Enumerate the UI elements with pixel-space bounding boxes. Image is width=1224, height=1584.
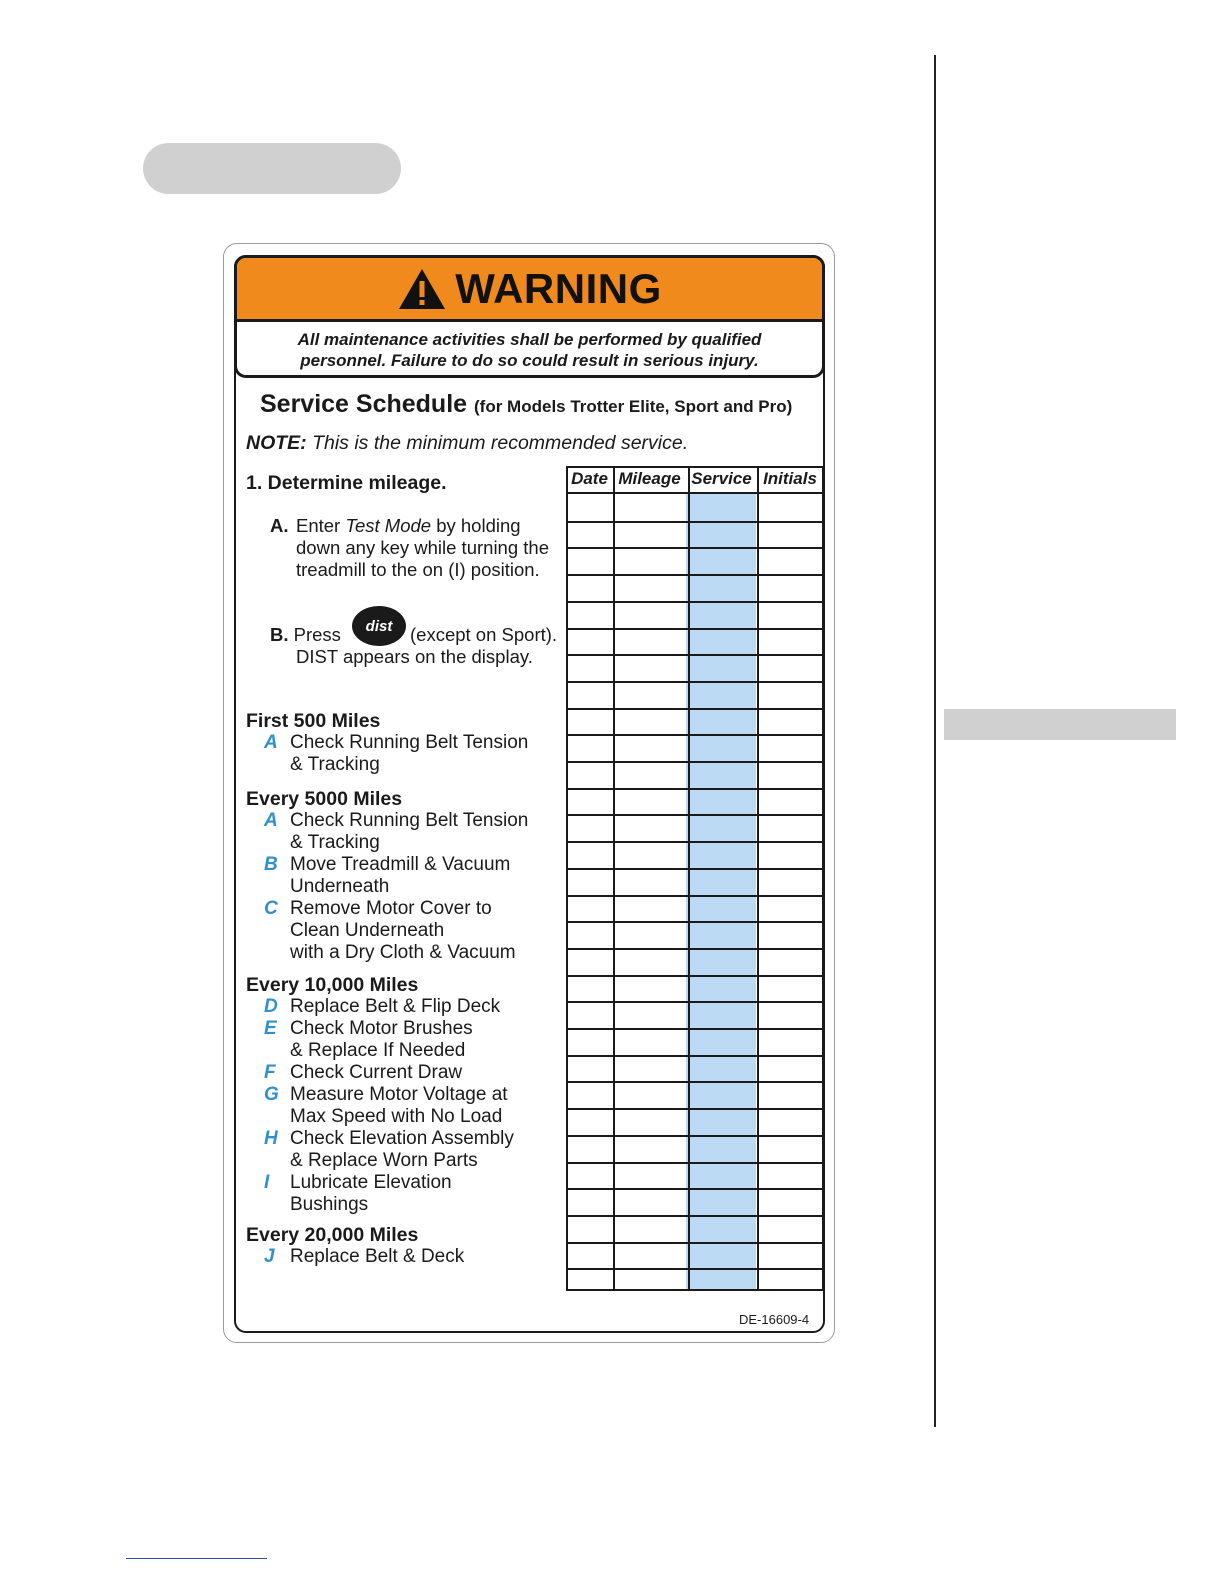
service-section: [246, 974, 566, 1216]
service-item-letter: H: [264, 1128, 278, 1149]
step-b-line-2: DIST appears on the display.: [296, 646, 533, 667]
service-item-line: & Tracking: [290, 754, 380, 775]
service-item-line: Replace Belt & Flip Deck: [290, 996, 501, 1017]
table-row[interactable]: [568, 708, 822, 735]
table-row[interactable]: [568, 681, 822, 708]
service-item-line: Underneath: [290, 876, 390, 897]
table-row[interactable]: [568, 1215, 822, 1242]
section-heading: First 500 Miles: [246, 710, 381, 732]
step-a-post: by holding down any key while turning the treadmill to the on (I) position.: [296, 515, 549, 580]
service-item-line: Clean Underneath: [290, 920, 445, 941]
service-section: [246, 788, 566, 964]
table-row[interactable]: [568, 761, 822, 788]
service-item-line: Check Running Belt Tension: [290, 810, 529, 831]
table-row[interactable]: [568, 895, 822, 922]
service-section: [246, 1224, 566, 1268]
service-item-letter: B: [264, 854, 278, 875]
step-a-text: [296, 515, 556, 581]
service-section: [246, 710, 566, 776]
service-item-letter: G: [264, 1084, 279, 1105]
step-a-italic: Test Mode: [345, 515, 432, 536]
service-item: [246, 732, 566, 776]
table-row[interactable]: [568, 948, 822, 975]
service-item-line: Check Running Belt Tension: [290, 732, 529, 753]
service-item-line: with a Dry Cloth & Vacuum: [290, 942, 516, 963]
table-row[interactable]: [568, 574, 822, 601]
service-item-line: Bushings: [290, 1194, 369, 1215]
dist-key-icon: dist: [352, 606, 406, 646]
table-row[interactable]: [568, 868, 822, 895]
table-row[interactable]: [568, 1135, 822, 1162]
table-row[interactable]: [568, 975, 822, 1002]
table-row[interactable]: [568, 1242, 822, 1269]
service-item-line: Check Elevation Assembly: [290, 1128, 514, 1149]
page-margin-rule: [934, 55, 936, 1427]
schedule-title: [260, 390, 792, 419]
step-b-after: (except on Sport).: [410, 624, 558, 645]
note-text: This is the minimum recommended service.: [312, 432, 689, 454]
service-sections: [246, 710, 566, 1268]
table-row[interactable]: [568, 1055, 822, 1082]
table-row[interactable]: [568, 628, 822, 655]
service-item-line: & Replace If Needed: [290, 1040, 466, 1061]
service-item-line: Check Motor Brushes: [290, 1018, 473, 1039]
warning-panel: [234, 255, 825, 378]
service-item-line: Move Treadmill & Vacuum: [290, 854, 511, 875]
service-item: [246, 810, 566, 854]
service-item-line: Lubricate Elevation: [290, 1172, 452, 1193]
table-row[interactable]: [568, 1081, 822, 1108]
schedule-subtitle: (for Models Trotter Elite, Sport and Pro): [474, 397, 793, 416]
table-row[interactable]: [568, 921, 822, 948]
table-row[interactable]: [568, 1108, 822, 1135]
footer-link-underline: [126, 1558, 267, 1559]
table-row[interactable]: [568, 1188, 822, 1215]
warning-message: [237, 322, 822, 371]
service-item-letter: A: [264, 810, 278, 831]
note-label: NOTE:: [246, 432, 307, 454]
table-row[interactable]: [568, 1028, 822, 1055]
schedule-title-main: Service Schedule: [260, 390, 468, 418]
sidebar-tab-placeholder: [944, 709, 1176, 740]
section-heading: Every 5000 Miles: [246, 788, 403, 810]
table-header-mileage: Mileage: [618, 469, 681, 488]
step-1: 1. Determine mileage.: [246, 472, 447, 494]
service-item-letter: E: [264, 1018, 277, 1039]
service-item-letter: J: [264, 1246, 275, 1267]
table-header-service: Service: [691, 469, 752, 488]
service-item: [246, 1062, 566, 1084]
step-a-key: A.: [270, 515, 289, 536]
step-b-key: B.: [270, 624, 289, 645]
table-row[interactable]: [568, 788, 822, 815]
service-item-line: Measure Motor Voltage at: [290, 1084, 508, 1105]
service-item-line: Check Current Draw: [290, 1062, 463, 1083]
table-header-date: Date: [571, 469, 608, 488]
service-log-table: [566, 466, 824, 1291]
service-item: [246, 1172, 566, 1216]
note-line: [246, 432, 688, 455]
service-item-line: Replace Belt & Deck: [290, 1246, 465, 1267]
service-item-line: Max Speed with No Load: [290, 1106, 503, 1127]
table-row[interactable]: [568, 814, 822, 841]
table-header-initials: Initials: [763, 469, 817, 488]
section-heading: Every 20,000 Miles: [246, 1224, 419, 1246]
step-a: [270, 515, 549, 580]
section-heading: Every 10,000 Miles: [246, 974, 419, 996]
table-row[interactable]: [568, 521, 822, 548]
section-tab-placeholder: [143, 143, 401, 194]
warning-title: WARNING: [455, 264, 662, 312]
table-row[interactable]: [568, 494, 822, 521]
service-item: [246, 898, 566, 964]
table-row[interactable]: [568, 1162, 822, 1189]
label-code: DE-16609-4: [739, 1312, 810, 1327]
service-item: [246, 1018, 566, 1062]
warning-line-2: personnel. Failure to do so could result in serious injury.: [300, 351, 759, 370]
warning-line-1: All maintenance activities shall be performed by qualified: [297, 330, 762, 349]
service-item-letter: D: [264, 996, 278, 1017]
warning-header: [237, 258, 822, 322]
table-row[interactable]: [568, 654, 822, 681]
step-a-pre: Enter: [296, 515, 341, 536]
service-item-letter: I: [264, 1172, 270, 1193]
warning-triangle-icon: [397, 267, 447, 311]
service-item: [246, 996, 566, 1018]
service-item-letter: C: [264, 898, 278, 919]
service-item-line: & Replace Worn Parts: [290, 1150, 478, 1171]
table-row[interactable]: [568, 841, 822, 868]
table-row[interactable]: [568, 547, 822, 574]
table-row[interactable]: [568, 734, 822, 761]
service-item-line: Remove Motor Cover to: [290, 898, 492, 919]
service-item-letter: A: [264, 732, 278, 753]
service-item: [246, 854, 566, 898]
service-item: [246, 1084, 566, 1128]
service-item-line: & Tracking: [290, 832, 380, 853]
service-item-letter: F: [264, 1062, 276, 1083]
service-item: [246, 1246, 566, 1268]
table-row[interactable]: [568, 1001, 822, 1028]
table-row[interactable]: [568, 1268, 822, 1295]
table-row[interactable]: [568, 601, 822, 628]
service-item: [246, 1128, 566, 1172]
step-b-press: Press: [293, 624, 341, 645]
